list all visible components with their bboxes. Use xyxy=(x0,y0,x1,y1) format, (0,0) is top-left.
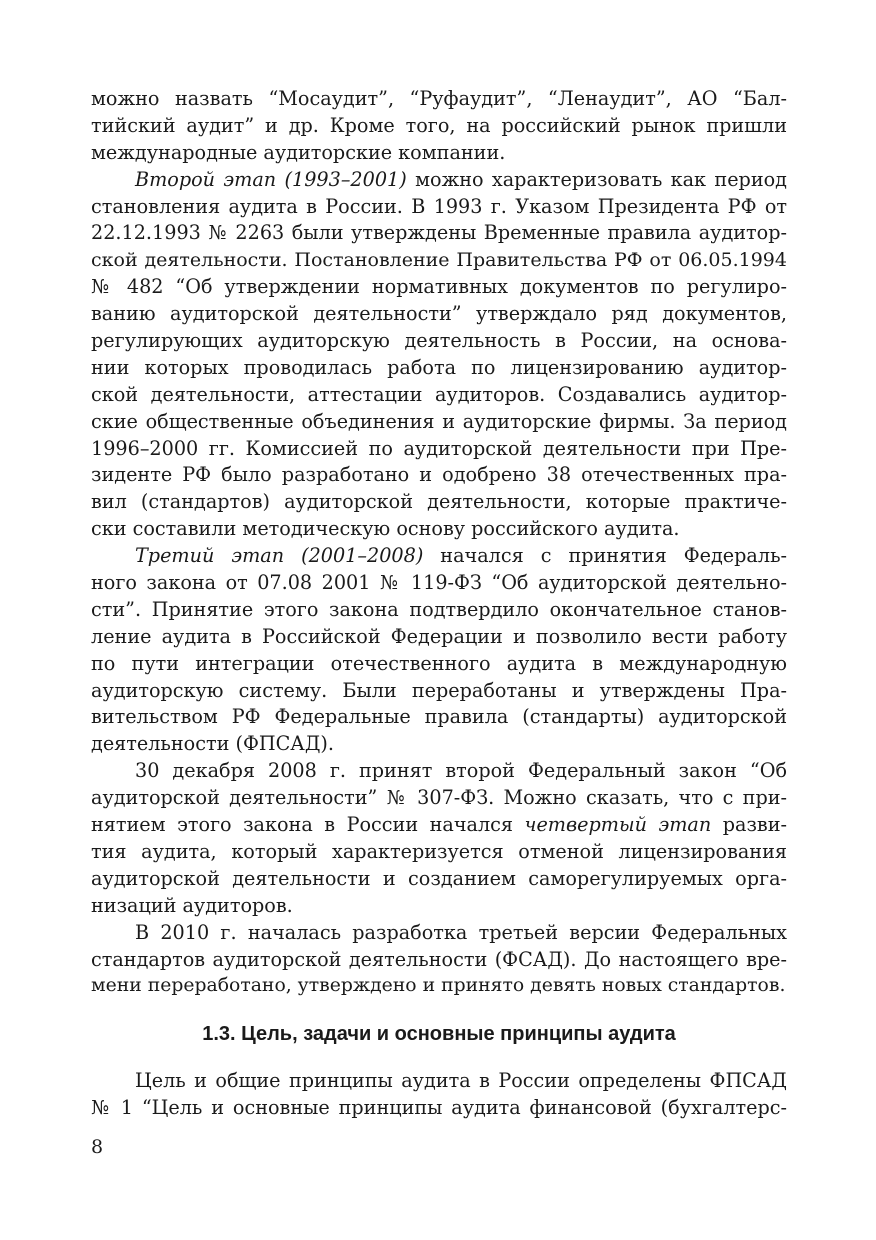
text-fragment: можно характеризовать как период xyxy=(406,167,787,191)
text-fragment: начался с принятия Федераль- xyxy=(423,544,787,568)
text-line: регулирующих аудиторскую деятельность в России, на основа- xyxy=(91,329,787,353)
text-line: международные аудиторские компании. xyxy=(91,140,506,164)
text-line: по пути интеграции отечественного аудита в международную xyxy=(91,651,787,675)
page-number: 8 xyxy=(91,1136,104,1158)
text-line: тия аудита, который характеризуется отменой лицензирования xyxy=(91,839,787,863)
text-line: ление аудита в Российской Федерации и позволило вести работу xyxy=(91,624,787,648)
section-heading: 1.3. Цель, задачи и основные принципы аудита xyxy=(202,1023,676,1046)
text-line: ного закона от 07.08 2001 № 119-ФЗ “Об аудиторской деятельно- xyxy=(91,571,787,595)
text-line: сти”. Принятие этого закона подтвердило окончательное станов- xyxy=(91,597,787,621)
text-line: вительством РФ Федеральные правила (стандарты) аудиторской xyxy=(91,705,787,729)
text-line: вил (стандартов) аудиторской деятельности, которые практиче- xyxy=(91,490,787,514)
text-line xyxy=(91,543,787,570)
text-line: мени переработано, утверждено и принято девять новых стандартов. xyxy=(91,975,786,997)
emphasis-stage-four: четвертый этап xyxy=(524,813,712,837)
text-line: В 2010 г. началась разработка третьей версии Федеральных xyxy=(135,920,787,944)
text-line: деятельности (ФПСАД). xyxy=(91,732,335,756)
text-fragment: нятием этого закона в России начался xyxy=(91,813,525,837)
text-line: тийский аудит” и др. Кроме того, на российский рынок пришли xyxy=(91,113,787,137)
text-line: зиденте РФ было разработано и одобрено 38 отечественных пра- xyxy=(91,463,787,487)
text-line: 22.12.1993 № 2263 были утверждены Временные правила аудитор- xyxy=(91,221,787,245)
text-line: стандартов аудиторской деятельности (ФСАД). До настоящего вре- xyxy=(91,947,787,971)
text-line: низаций аудиторов. xyxy=(91,893,293,917)
text-line: ские общественные объединения и аудиторские фирмы. За период xyxy=(91,409,787,433)
text-line: ски составили методическую основу российского аудита. xyxy=(91,517,680,541)
text-line: аудиторскую систему. Были переработаны и утверждены Пра- xyxy=(91,678,787,702)
text-line: можно назвать “Мосаудит”, “Руфаудит”, “Ленаудит”, АО “Бал- xyxy=(91,87,787,110)
text-line: № 482 “Об утверждении нормативных документов по регулиро- xyxy=(91,275,787,299)
text-line: ской деятельности, аттестации аудиторов. Создавались аудитор- xyxy=(91,382,787,406)
text-line: 1996–2000 гг. Комиссией по аудиторской деятельности при Пре- xyxy=(91,436,787,460)
text-fragment: разви- xyxy=(711,813,787,837)
text-line: ванию аудиторской деятельности” утверждало ряд документов, xyxy=(91,302,787,326)
text-line: нии которых проводилась работа по лицензированию аудитор- xyxy=(91,355,787,379)
emphasis-stage-three: Третий этап (2001–2008) xyxy=(135,544,424,568)
text-line xyxy=(91,812,787,839)
text-line: становления аудита в России. В 1993 г. Указом Президента РФ от xyxy=(91,194,787,218)
text-line: аудиторской деятельности” № 307-ФЗ. Можно сказать, что с при- xyxy=(91,786,787,810)
text-line: ской деятельности. Постановление Правительства РФ от 06.05.1994 xyxy=(91,249,787,272)
text-line: № 1 “Цель и основные принципы аудита финансовой (бухгалтерс- xyxy=(91,1096,787,1120)
text-line: 30 декабря 2008 г. принят второй Федеральный закон “Об xyxy=(135,759,787,783)
text-line: Цель и общие принципы аудита в России определены ФПСАД xyxy=(135,1069,787,1093)
body-text xyxy=(91,86,787,1122)
text-line: аудиторской деятельности и созданием саморегулируемых орга- xyxy=(91,866,787,890)
text-line xyxy=(91,167,787,194)
emphasis-stage-two: Второй этап (1993–2001) xyxy=(135,167,407,191)
